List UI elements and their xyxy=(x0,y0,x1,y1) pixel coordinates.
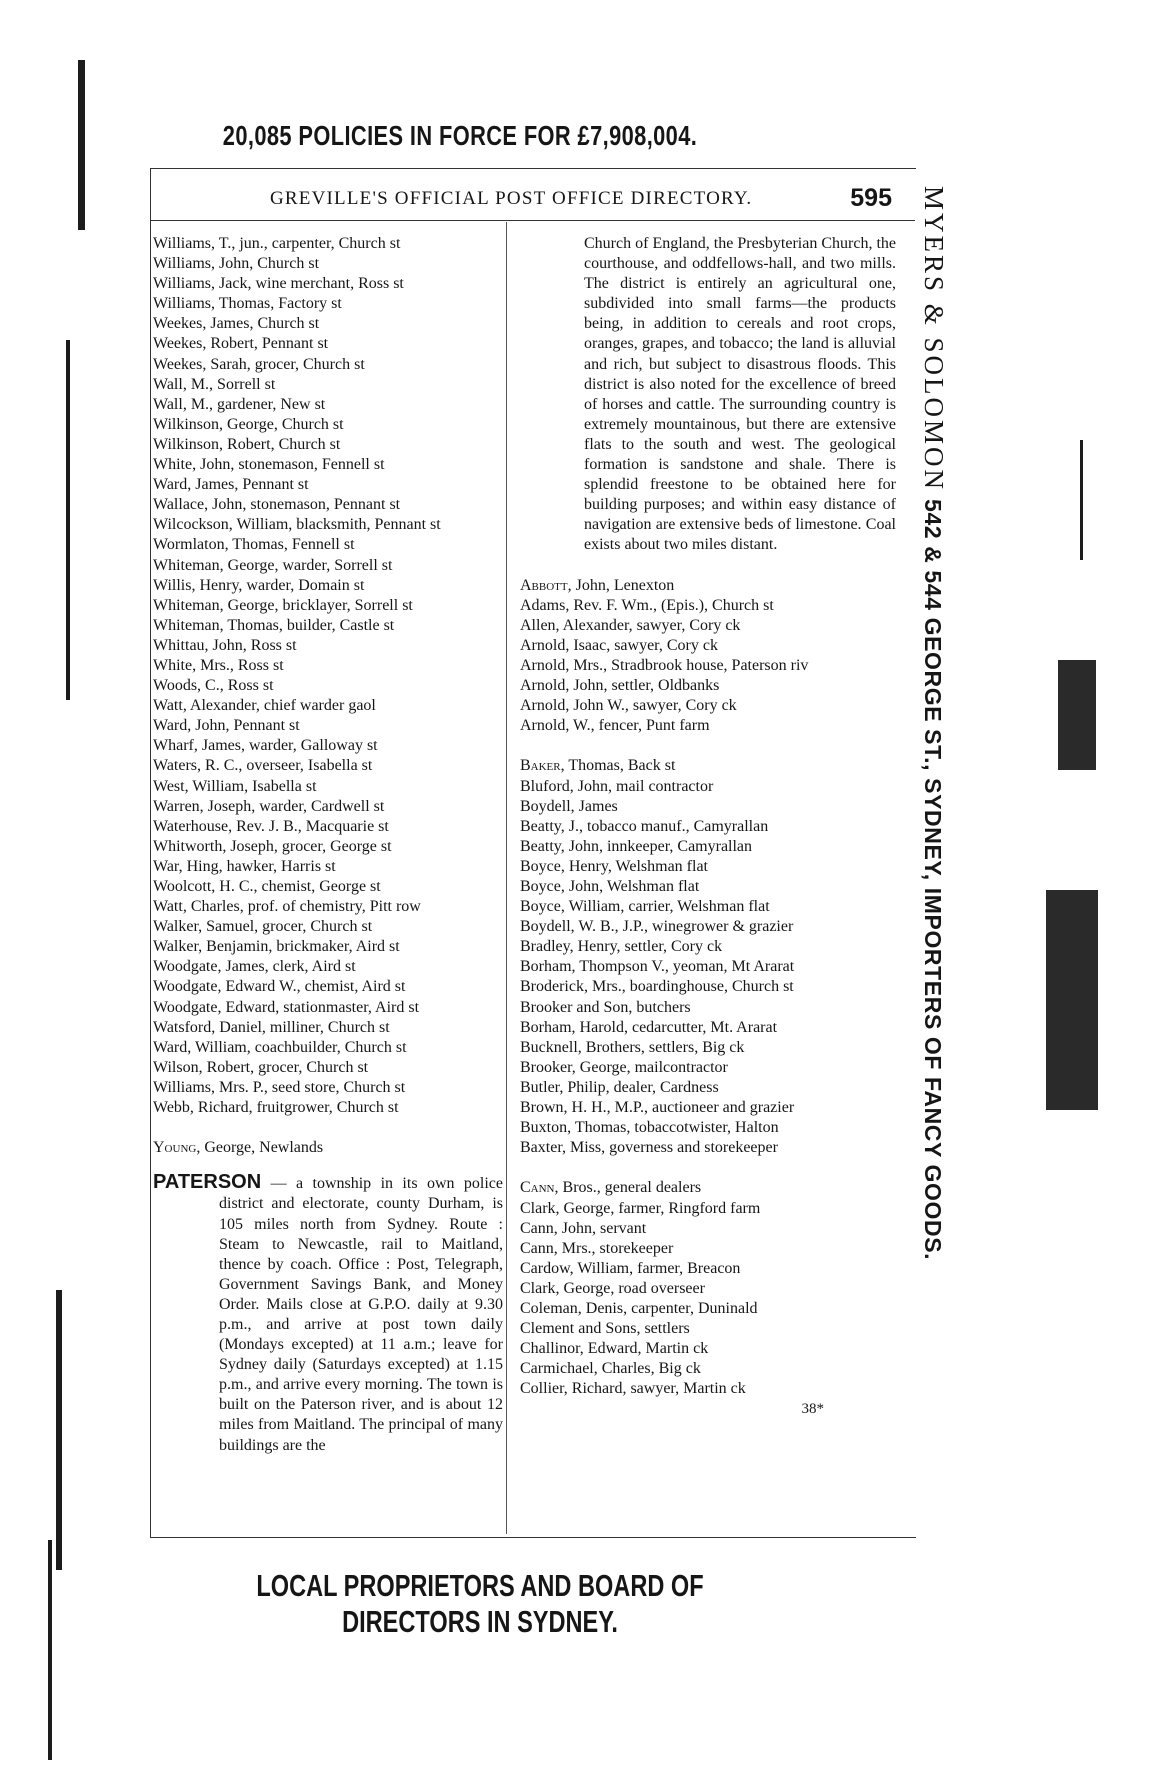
list-item xyxy=(520,837,896,857)
list-item: Woodgate, James, clerk, Aird st xyxy=(153,958,356,976)
left-column xyxy=(153,234,503,1456)
list-item xyxy=(520,1199,896,1219)
entry-details: Arnold, John W., sawyer, Cory ck xyxy=(520,697,737,715)
entry-details: Arnold, Isaac, sawyer, Cory ck xyxy=(520,636,718,654)
list-item: Waterhouse, Rev. J. B., Macquarie st xyxy=(153,817,389,835)
scan-edge-mark xyxy=(78,60,85,230)
entry-details: Brown, H. H., M.P., auctioneer and grazier xyxy=(520,1099,795,1117)
list-item xyxy=(520,596,896,616)
entry-details: Beatty, John, innkeeper, Camyrallan xyxy=(520,837,753,855)
list-item: Wilkinson, Robert, Church st xyxy=(153,435,341,453)
list-item xyxy=(520,937,896,957)
list-item: Williams, Mrs. P., seed store, Church st xyxy=(153,1078,406,1096)
list-item: Williams, John, Church st xyxy=(153,255,320,273)
spacer xyxy=(153,1118,503,1138)
list-item xyxy=(520,957,896,977)
b-entries-list xyxy=(520,756,896,1158)
list-item: Woolcott, H. C., chemist, George st xyxy=(153,878,381,895)
entry-details: Borham, Harold, cedarcutter, Mt. Ararat xyxy=(520,1018,778,1036)
page-signature: 38* xyxy=(801,1401,824,1418)
column-divider xyxy=(506,222,507,1534)
entry-details: Carmichael, Charles, Big ck xyxy=(520,1360,701,1378)
scan-edge-mark xyxy=(66,340,70,700)
entry-details: Clark, George, farmer, Ringford farm xyxy=(520,1199,761,1217)
list-item: Weekes, James, Church st xyxy=(153,315,320,333)
list-item xyxy=(520,797,896,817)
entry-details: Broderick, Mrs., boardinghouse, Church st xyxy=(520,978,794,996)
paterson-continuation: Church of England, the Presbyterian Church, the courthouse, and oddfellows-hall, and two mills. The district is entirely an agricultural one, subdivided into small farms—the products being, in addition to cereals and root crops, oranges, grapes, and tobacco; the land is alluvial and rich, but subject to disastrous floods. This district is also noted for the excellence of breed of horses and cattle. The surrounding country is extremely mountainous, but there are extensive flats to the south and west. The geological formation is sandstone and shale. There is splendid freestone to be obtained here for building purposes; and within easy distance of navigation are extensive beds of limestone. Coal exists about two miles distant. xyxy=(584,235,896,554)
list-item xyxy=(520,917,896,937)
list-item xyxy=(520,1219,896,1239)
list-item: Watt, Charles, prof. of chemistry, Pitt row xyxy=(153,898,421,916)
list-item: Wall, M., gardener, New st xyxy=(153,395,326,413)
a-entries-list xyxy=(520,576,896,737)
list-item: Walker, Benjamin, brickmaker, Aird st xyxy=(153,938,400,956)
entry-surname: Young xyxy=(153,1139,197,1157)
list-item: Wormlaton, Thomas, Fennell st xyxy=(153,536,355,554)
list-item xyxy=(520,696,896,716)
list-item xyxy=(520,1319,896,1339)
list-item xyxy=(520,576,896,596)
list-item: Whiteman, George, bricklayer, Sorrell st xyxy=(153,596,413,614)
entry-details: Beatty, J., tobacco manuf., Camyrallan xyxy=(520,817,769,835)
entry-details: Bradley, Henry, settler, Cory ck xyxy=(520,938,723,956)
entry-details: Arnold, John, settler, Oldbanks xyxy=(520,677,720,695)
list-item: Waters, R. C., overseer, Isabella st xyxy=(153,757,373,775)
list-item: White, Mrs., Ross st xyxy=(153,656,284,674)
list-item xyxy=(520,897,896,917)
spacer xyxy=(520,556,896,576)
paterson-text: — a township in its own police district and electorate, county Durham, is 105 miles north from Sydney. Route : Steam to Newcastle, rail to Maitland, thence by coach. Office : Post, Telegraph, Government Savings Bank, and Money Order. Mails close at G.P.O. daily at 9.30 p.m., and arrive at post town daily (Mondays excepted) at 11 a.m.; leave for Sydney daily (Saturdays excepted) at 1.15 p.m., and arrive every morning. The town is built on the Paterson river, and is about 12 miles from Maitland. The principal of many buildings are the xyxy=(219,1175,504,1454)
advert-address: 542 & 544 GEORGE ST., SYDNEY, IMPORTERS OF FANCY GOODS. xyxy=(920,499,946,1261)
entry-details: Clement and Sons, settlers xyxy=(520,1320,690,1338)
list-item xyxy=(520,1279,896,1299)
list-item: Woods, C., Ross st xyxy=(153,677,274,695)
spacer xyxy=(520,736,896,756)
list-item: Whiteman, George, warder, Sorrell st xyxy=(153,556,393,574)
entry-details: Allen, Alexander, sawyer, Cory ck xyxy=(520,616,741,634)
list-item: Watt, Alexander, chief warder gaol xyxy=(153,697,376,715)
entry-details: Adams, Rev. F. Wm., (Epis.), Church st xyxy=(520,596,774,614)
page-header xyxy=(150,186,892,216)
list-item: White, John, stonemason, Fennell st xyxy=(153,456,385,474)
entry-details: , George, Newlands xyxy=(196,1139,324,1157)
entry-details: Clark, George, road overseer xyxy=(520,1279,705,1297)
spacer xyxy=(520,1158,896,1178)
advert-firm: MYERS & SOLOMON xyxy=(919,186,949,493)
list-item xyxy=(520,1359,896,1379)
entry-details: Boydell, James xyxy=(520,797,618,815)
list-item xyxy=(520,857,896,877)
list-item xyxy=(520,1118,896,1138)
paterson-paragraph xyxy=(153,1172,503,1455)
list-item xyxy=(520,676,896,696)
entry-details: Boyce, John, Welshman flat xyxy=(520,878,700,895)
entry-details: Butler, Philip, dealer, Cardness xyxy=(520,1078,719,1096)
entry-details: Borham, Thompson V., yeoman, Mt Ararat xyxy=(520,958,795,976)
scan-edge-mark xyxy=(1058,660,1096,770)
side-advertisement xyxy=(909,186,949,1596)
list-item: Wall, M., Sorrell st xyxy=(153,375,276,393)
list-item: Wilcockson, William, blacksmith, Pennant st xyxy=(153,516,441,534)
entry-surname: Abbott xyxy=(520,576,568,594)
list-item: Wilkinson, George, Church st xyxy=(153,415,344,433)
list-item xyxy=(520,1058,896,1078)
paterson-heading: PATERSON xyxy=(153,1171,262,1194)
entry-surname: Baker xyxy=(520,757,561,775)
entry-details: Coleman, Denis, carpenter, Duninald xyxy=(520,1299,758,1317)
list-item: Ward, James, Pennant st xyxy=(153,476,309,494)
list-item xyxy=(520,716,896,736)
entry-details: Brooker and Son, butchers xyxy=(520,998,691,1016)
list-item xyxy=(153,1138,503,1158)
bottom-banner: LOCAL PROPRIETORS AND BOARD OF DIRECTORS IN SYDNEY. xyxy=(256,1568,704,1639)
list-item xyxy=(520,1018,896,1038)
list-item: Woodgate, Edward, stationmaster, Aird st xyxy=(153,998,420,1016)
entry-details: Cann, Mrs., storekeeper xyxy=(520,1239,674,1257)
list-item: Willis, Henry, warder, Domain st xyxy=(153,576,365,594)
entry-details: Buxton, Thomas, tobaccotwister, Halton xyxy=(520,1119,779,1137)
entry-details: Baxter, Miss, governess and storekeeper xyxy=(520,1139,778,1157)
list-item xyxy=(520,977,896,997)
list-item xyxy=(520,756,896,776)
list-item: Wilson, Robert, grocer, Church st xyxy=(153,1058,369,1076)
list-item: Williams, T., jun., carpenter, Church st xyxy=(153,235,401,252)
directory-title: GREVILLE'S OFFICIAL POST OFFICE DIRECTORY. xyxy=(270,188,753,209)
list-item: Whittau, John, Ross st xyxy=(153,636,297,654)
entry-details: , Bros., general dealers xyxy=(554,1179,702,1197)
list-item: West, William, Isabella st xyxy=(153,777,317,795)
entry-details: Arnold, Mrs., Stradbrook house, Paterson riv xyxy=(520,656,809,674)
scan-edge-mark xyxy=(56,1290,62,1570)
list-item: War, Hing, hawker, Harris st xyxy=(153,857,336,875)
list-item: Ward, John, Pennant st xyxy=(153,717,300,735)
entry-details: Brooker, George, mailcontractor xyxy=(520,1058,728,1076)
scan-edge-mark xyxy=(1046,890,1098,1110)
entry-details: Boyce, William, carrier, Welshman flat xyxy=(520,898,770,916)
list-item: Woodgate, Edward W., chemist, Aird st xyxy=(153,978,406,996)
list-item xyxy=(520,636,896,656)
list-item xyxy=(520,1078,896,1098)
c-entries-list xyxy=(520,1178,896,1399)
entry-details: Cann, John, servant xyxy=(520,1219,647,1237)
list-item: Webb, Richard, fruitgrower, Church st xyxy=(153,1099,399,1117)
list-item: Whiteman, Thomas, builder, Castle st xyxy=(153,616,395,634)
scan-edge-mark xyxy=(48,1540,52,1760)
list-item: Williams, Thomas, Factory st xyxy=(153,295,342,313)
list-item xyxy=(520,998,896,1018)
list-item: Watsford, Daniel, milliner, Church st xyxy=(153,1018,390,1036)
list-item: Wharf, James, warder, Galloway st xyxy=(153,737,378,755)
list-item: Ward, William, coachbuilder, Church st xyxy=(153,1038,407,1056)
entry-details: Cardow, William, farmer, Breacon xyxy=(520,1259,741,1277)
entry-surname: Cann xyxy=(520,1179,555,1197)
list-item xyxy=(520,877,896,897)
entry-details: Collier, Richard, sawyer, Martin ck xyxy=(520,1380,746,1398)
list-item xyxy=(520,1379,896,1399)
top-banner: 20,085 POLICIES IN FORCE FOR £7,908,004. xyxy=(222,120,698,151)
list-item xyxy=(520,1339,896,1359)
entry-details: Bucknell, Brothers, settlers, Big ck xyxy=(520,1038,745,1056)
w-entries-list xyxy=(153,234,503,1118)
entry-details: Boyce, Henry, Welshman flat xyxy=(520,857,708,875)
entry-details: Bluford, John, mail contractor xyxy=(520,777,714,795)
list-item xyxy=(520,777,896,797)
entry-details: Arnold, W., fencer, Punt farm xyxy=(520,717,710,735)
list-item: Williams, Jack, wine merchant, Ross st xyxy=(153,275,404,293)
list-item xyxy=(520,1038,896,1058)
list-item: Weekes, Sarah, grocer, Church st xyxy=(153,355,365,373)
list-item: Weekes, Robert, Pennant st xyxy=(153,335,329,353)
list-item xyxy=(520,616,896,636)
header-rule xyxy=(150,220,915,221)
list-item xyxy=(520,1259,896,1279)
list-item: Whitworth, Joseph, grocer, George st xyxy=(153,837,392,855)
page-number: 595 xyxy=(850,184,892,212)
entry-details: , John, Lenexton xyxy=(567,576,675,594)
list-item xyxy=(520,1239,896,1259)
list-item xyxy=(520,1178,896,1198)
list-item xyxy=(520,656,896,676)
list-item xyxy=(520,1299,896,1319)
entry-details: , Thomas, Back st xyxy=(560,757,676,775)
list-item: Wallace, John, stonemason, Pennant st xyxy=(153,496,401,514)
list-item: Walker, Samuel, grocer, Church st xyxy=(153,918,373,936)
entry-details: Challinor, Edward, Martin ck xyxy=(520,1340,709,1358)
entry-details: Boydell, W. B., J.P., winegrower & grazier xyxy=(520,918,794,936)
list-item xyxy=(520,1138,896,1158)
list-item: Warren, Joseph, warder, Cardwell st xyxy=(153,797,385,815)
right-column xyxy=(520,234,896,1420)
spacer xyxy=(153,1158,503,1172)
list-item xyxy=(520,1098,896,1118)
scan-edge-mark xyxy=(1080,440,1083,560)
list-item xyxy=(520,817,896,837)
